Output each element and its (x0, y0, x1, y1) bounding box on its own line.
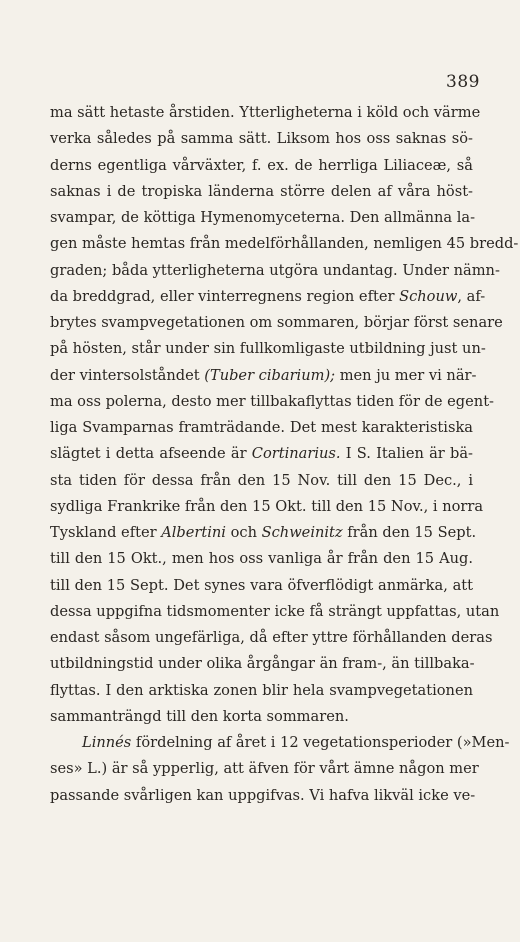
text-segment: graden; båda ytterligheterna utgöra undantag. Under nämn- (50, 261, 500, 279)
text-segment: och (225, 524, 262, 541)
text-segment: slägtet i detta afseende är (50, 445, 252, 463)
text-line (50, 231, 519, 257)
text-segment: till den 15 Sept. Det synes vara öfverflödigt anmärka, att (50, 576, 473, 594)
text-segment: sydliga Frankrike från den 15 Okt. till den 15 Nov., i norra (50, 497, 484, 515)
text-segment: verka således på samma sätt. Liksom hos oss saknas sö- (50, 130, 473, 148)
text-segment: från den 15 Sept. (342, 524, 477, 541)
text-line (50, 494, 484, 520)
text-segment: svampar, de köttiga Hymenomyceterna. Den allmänna la- (50, 209, 476, 226)
text-line (50, 546, 473, 572)
text-line (50, 153, 473, 179)
text-segment: ma sätt hetaste årstiden. Ytterligheterna i köld och värme (50, 104, 481, 121)
text-line (50, 126, 473, 152)
text-segment: på hösten, står under sin fullkomligaste utbildning just un- (50, 340, 486, 358)
italic-text: Cortinarius. (251, 445, 341, 463)
italic-text: (Tuber cibarium); (204, 366, 336, 384)
text-line (50, 310, 503, 336)
text-segment: I S. Italien är bä- (340, 445, 473, 463)
italic-text: Schouw (399, 287, 458, 305)
text-line (50, 415, 473, 441)
text-line (50, 284, 486, 310)
text-line (50, 756, 479, 782)
text-segment: derns egentliga vårväxter, f. ex. de herrliga Liliaceæ, så (50, 156, 473, 174)
text-line (50, 100, 481, 126)
text-segment: passande svårligen kan uppgifvas. Vi hafva likväl icke ve- (50, 786, 476, 804)
text-segment: flyttas. I den arktiska zonen blir hela svampvegetationen (50, 681, 473, 699)
text-segment: liga Svamparnas framträdande. Det mest karakteristiska (50, 419, 473, 436)
text-segment: Tyskland efter (50, 524, 162, 541)
text-line (50, 258, 500, 284)
text-line (50, 625, 493, 651)
text-line (50, 678, 473, 704)
text-line (50, 730, 510, 756)
text-line (50, 441, 473, 467)
text-line (50, 573, 473, 599)
text-segment: till den 15 Okt., men hos oss vanliga år från den 15 Aug. (50, 550, 473, 568)
body-text (50, 100, 519, 809)
text-segment: ses» L.) är så ypperlig, att äfven för vårt ämne någon mer (50, 760, 479, 778)
text-segment: ma oss polerna, desto mer tillbakaflyttas tiden för de egent- (50, 392, 494, 410)
italic-text: Schweinitz (261, 524, 343, 541)
italic-text: Linnés (82, 734, 132, 751)
text-line (50, 363, 477, 389)
text-segment: sta tiden för dessa från den 15 Nov. till den 15 Dec., i (50, 471, 473, 489)
text-line (50, 336, 486, 362)
text-line (50, 520, 477, 546)
text-line (50, 179, 473, 205)
italic-text: Albertini (161, 524, 226, 541)
text-segment: sammanträngd till den korta sommaren. (50, 707, 349, 725)
text-segment: gen måste hemtas från medelförhållanden, nemligen 45 bredd- (50, 235, 519, 253)
text-line (50, 704, 473, 730)
text-line (50, 205, 476, 231)
text-segment: utbildningstid under olika årgångar än fram-, än tillbaka- (50, 655, 475, 673)
text-segment: da breddgrad, eller vinterregnens region efter (50, 287, 400, 305)
paragraph (50, 100, 519, 730)
page-number: 389 (446, 72, 480, 92)
text-segment: der vintersolståndet (50, 366, 205, 384)
text-line (50, 599, 500, 625)
text-line (50, 468, 473, 494)
paragraph (50, 730, 510, 809)
text-segment: men ju mer vi när- (335, 366, 477, 384)
text-line (50, 389, 494, 415)
text-line (50, 651, 473, 677)
text-segment: dessa uppgifna tidsmomenter icke få strängt uppfattas, utan (50, 602, 500, 620)
text-segment: brytes svampvegetationen om sommaren, börjar först senare (50, 314, 503, 331)
text-segment: endast såsom ungefärliga, då efter yttre förhållanden deras (50, 629, 493, 646)
text-segment: , af- (457, 287, 486, 305)
text-segment: fördelning af året i 12 vegetationsperioder (»Men- (131, 734, 510, 751)
text-line (50, 783, 476, 809)
text-segment: saknas i de tropiska länderna större delen af våra höst- (50, 182, 473, 200)
